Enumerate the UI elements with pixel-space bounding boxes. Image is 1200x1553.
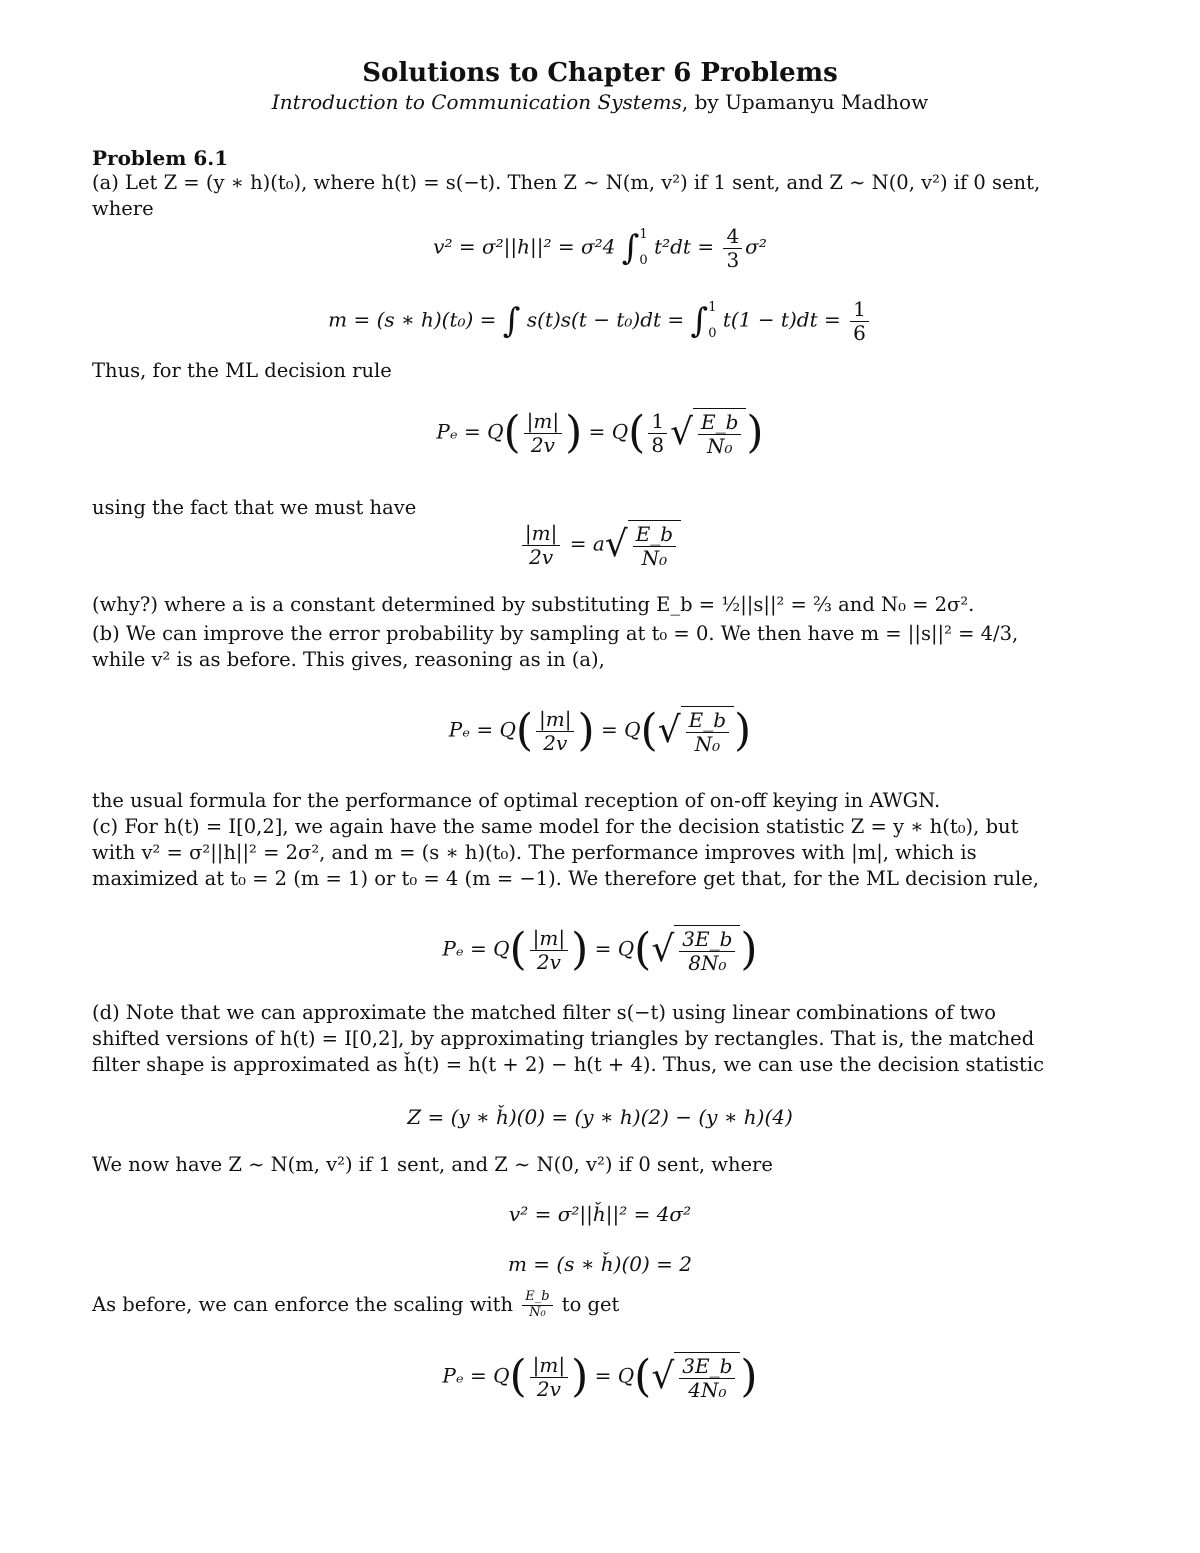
fraction-m-2v xyxy=(522,522,560,569)
lower-limit: 0 xyxy=(639,253,648,268)
equals-q: = Q xyxy=(594,936,635,961)
as-before-pre: As before, we can enforce the scaling with xyxy=(92,1292,514,1316)
as-before-post: to get xyxy=(561,1292,620,1316)
sqrt-eb-n0: √ $\frac{E\_b}{\text{N₀}}$ xyxy=(605,520,681,570)
equation-v2-d: v² = σ²||ȟ||² = 4σ² xyxy=(508,1202,692,1226)
pe-lhs: Pₑ = Q xyxy=(448,717,516,742)
integral-sign: ∫ xyxy=(621,228,640,268)
equation-pe-c: Pₑ = Q( $\frac{|m|}{2v}$ ) = Q( √ $\frac{3E\_b}{\text{8N₀}}$ ) xyxy=(442,924,758,975)
fraction-m-2v xyxy=(536,708,574,755)
equation-pe-b: Pₑ = Q( $\frac{|m|}{2v}$ ) = Q( √ $\frac{E\_b}{\text{N₀}}$ ) xyxy=(448,705,752,756)
sqrt-3eb-8n0: √ $\frac{3E\_b}{\text{8N₀}}$ xyxy=(651,925,740,975)
equals-q: = Q xyxy=(588,419,629,444)
equation-m-d: m = (s ∗ ȟ)(0) = 2 xyxy=(507,1252,693,1276)
numerator: E_b xyxy=(522,1290,552,1306)
denominator: N₀ xyxy=(694,732,721,756)
author: , by Upamanyu Madhow xyxy=(681,90,929,114)
pe-lhs: Pₑ = Q xyxy=(442,936,510,961)
equation-m xyxy=(0,295,1200,347)
problem-heading: Problem 6.1 xyxy=(92,146,229,170)
equation-pe-a: Pₑ = Q( $\frac{|m|}{2v}$ ) = Q( $\frac{1}{8}$ √ $\frac{E\_b}{\text{N₀}}$ ) xyxy=(436,407,764,458)
eq-v2-tail: σ² xyxy=(745,234,767,259)
numerator: 1 xyxy=(648,410,667,434)
denominator: 6 xyxy=(853,320,866,345)
numerator: E_b xyxy=(633,523,676,547)
equation-scaling xyxy=(0,520,1200,570)
upper-limit: 1 xyxy=(639,227,648,242)
denominator: 2v xyxy=(543,730,568,755)
fraction-4-3 xyxy=(723,225,742,272)
integral-limits xyxy=(708,295,716,347)
denominator: N₀ xyxy=(529,1304,546,1320)
equals-q: = Q xyxy=(594,1363,635,1388)
fraction-1-6 xyxy=(850,298,869,345)
fraction-m-2v xyxy=(530,927,568,974)
denominator: 4N₀ xyxy=(688,1378,727,1402)
numerator: E_b xyxy=(686,709,729,733)
denominator: N₀ xyxy=(641,546,668,570)
equals-a: = a xyxy=(569,531,605,556)
upper-limit: 1 xyxy=(708,300,717,315)
now-have-text: We now have Z ∼ N(m, v²) if 1 sent, and Z ∼ N(0, v²) if 0 sent, where xyxy=(92,1153,773,1176)
pe-lhs: Pₑ = Q xyxy=(436,419,504,444)
numerator: |m| xyxy=(530,1354,568,1378)
part-c-text: (c) For h(t) = I[0,2], we again have the same model for the decision statistic Z = y ∗ h(t₀), but with v² = σ²||h||² = 2σ², and m = (s ∗ h)(t₀). The performance improves with |m|, which is maximized at t₀ = 2 (m = 1) or t₀ = 4 (m = −1). We therefore get that, for the ML decision rule, xyxy=(92,815,1039,890)
sqrt-eb-n0: √ $\frac{E\_b}{\text{N₀}}$ xyxy=(670,408,746,458)
integral-sign: ∫ xyxy=(690,301,709,341)
part-b-text: (b) We can improve the error probability by sampling at t₀ = 0. We then have m = ||s||² = 4/3, while v² is as before. This gives, reasoning as in (a), xyxy=(92,622,1019,671)
sqrt-3eb-4n0: √ $\frac{3E\_b}{\text{4N₀}}$ xyxy=(651,1352,740,1402)
book-title: Introduction to Communication Systems xyxy=(271,90,682,114)
lower-limit: 0 xyxy=(708,326,717,341)
fraction-1-8 xyxy=(648,410,667,457)
sqrt-eb-n0: √ $\frac{E\_b}{\text{N₀}}$ xyxy=(658,706,734,756)
page-title: Solutions to Chapter 6 Problems xyxy=(362,58,838,88)
using-fact-text: using the fact that we must have xyxy=(92,496,417,519)
numerator: |m| xyxy=(536,708,574,732)
numerator: |m| xyxy=(524,410,562,434)
numerator: |m| xyxy=(530,927,568,951)
denominator: N₀ xyxy=(706,434,733,458)
pe-lhs: Pₑ = Q xyxy=(442,1363,510,1388)
fraction-eb-n0 xyxy=(522,1290,552,1321)
eq-v2-mid: t²dt = xyxy=(654,234,715,259)
denominator: 3 xyxy=(726,247,740,272)
fraction-m-2v xyxy=(524,410,562,457)
equation-pe-d: Pₑ = Q( $\frac{|m|}{2v}$ ) = Q( √ $\frac{3E\_b}{\text{4N₀}}$ ) xyxy=(442,1351,758,1402)
denominator: 8 xyxy=(651,432,665,457)
numerator: |m| xyxy=(522,522,560,546)
as-before-text xyxy=(92,1290,1052,1321)
equation-z: Z = (y ∗ ȟ)(0) = (y ∗ h)(2) − (y ∗ h)(4) xyxy=(407,1105,793,1129)
eq-m-lhs: m = (s ∗ h)(t₀) = xyxy=(328,307,497,332)
eq-v2-lhs: v² = σ²||h||² = σ²4 xyxy=(433,234,616,259)
numerator: E_b xyxy=(698,411,741,435)
eq-m-mid2: t(1 − t)dt = xyxy=(722,307,841,332)
part-d-text: (d) Note that we can approximate the matched filter s(−t) using linear combinations of two shifted versions of h(t) = I[0,2], by approximating triangles by rectangles. That is, the matched filter shape is approximated as ȟ(t) = h(t + 2) − h(t + 4). Thus, we can use the decision statistic xyxy=(92,1001,1045,1076)
denominator: 2v xyxy=(536,1376,561,1401)
numerator: 1 xyxy=(850,298,869,322)
denominator: 2v xyxy=(536,949,561,974)
eq-m-mid: s(t)s(t − t₀)dt = xyxy=(526,307,685,332)
part-a-text: (a) Let Z = (y ∗ h)(t₀), where h(t) = s(−t). Then Z ∼ N(m, v²) if 1 sent, and Z ∼ N(0, v²) if 0 sent, where xyxy=(92,171,1041,220)
integral-sign: ∫ xyxy=(502,301,521,341)
numerator: 3E_b xyxy=(679,928,735,952)
why-text: (why?) where a is a constant determined by substituting E_b = ½||s||² = ⅔ and N₀ = 2σ². xyxy=(92,593,975,616)
equals-q: = Q xyxy=(601,717,641,742)
numerator: 3E_b xyxy=(679,1355,735,1379)
equation-v2 xyxy=(0,222,1200,274)
fraction-m-2v xyxy=(530,1354,568,1401)
usual-formula-text: the usual formula for the performance of optimal reception of on-off keying in AWGN. xyxy=(92,789,941,812)
denominator: 8N₀ xyxy=(688,951,727,975)
denominator: 2v xyxy=(530,432,555,457)
numerator: 4 xyxy=(723,225,742,249)
thus-ml-text: Thus, for the ML decision rule xyxy=(92,359,392,382)
denominator: 2v xyxy=(529,544,554,569)
page-subtitle xyxy=(0,90,1200,114)
integral-limits xyxy=(639,222,647,274)
